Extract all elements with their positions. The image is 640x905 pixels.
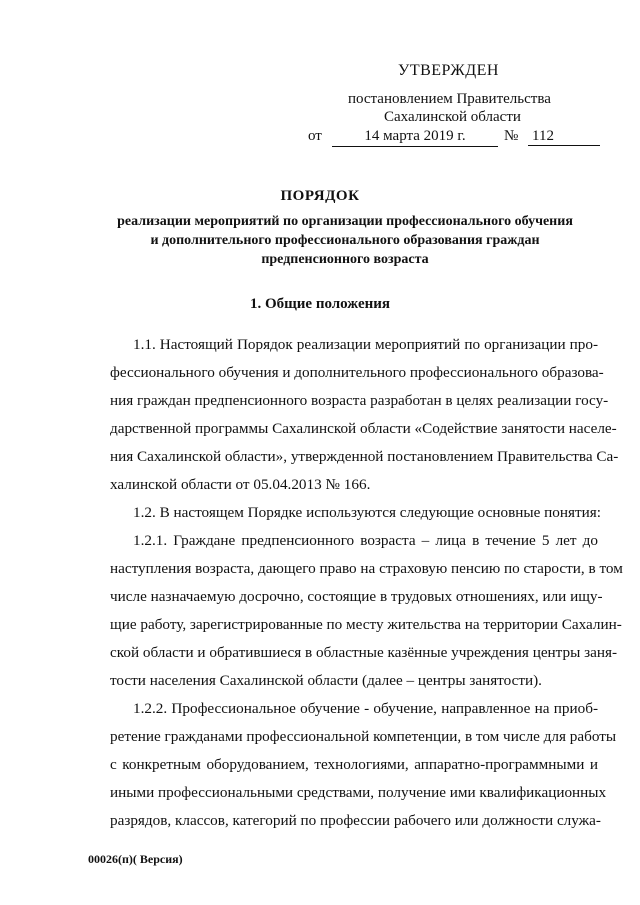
body-line: фессионального обучения и дополнительного профессионального образова- [110,364,604,381]
subtitle-line: предпенсионного возраста [261,252,429,267]
from-label: от [308,128,322,144]
body-line: халинской области от 05.04.2013 № 166. [110,476,371,493]
body-line: 1.2.1. Граждане предпенсионного возраста – лица в течение 5 лет до [133,532,598,549]
body-line: разрядов, классов, категорий по профессии рабочего или должности служа- [110,812,601,829]
order-date: 14 марта 2019 г. [332,128,498,147]
order-reference [308,128,600,148]
number-label: № [504,128,519,144]
body-line: дарственной программы Сахалинской области «Содействие занятости населе- [110,420,617,437]
body-line: тости населения Сахалинской области (далее – центры занятости). [110,672,542,689]
document-subtitle [95,212,595,269]
body-line: с конкретным оборудованием, технологиями, аппаратно-программными и [110,756,598,773]
subtitle-line: и дополнительного профессионального образования граждан [150,233,540,248]
approval-stamp-title: УТВЕРЖДЕН [398,62,499,79]
body-line: иными профессиональными средствами, получение ими квалификационных [110,784,607,801]
body-line: ния граждан предпенсионного возраста разработан в целях реализации госу- [110,392,609,409]
approval-by-line-1: постановлением Правительства [348,91,551,107]
section-heading: 1. Общие положения [249,296,391,312]
body-line: наступления возраста, дающего право на страховую пенсию по старости, в том [110,560,623,577]
body-line: 1.2.2. Профессиональное обучение - обучение, направленное на приоб- [133,700,598,717]
body-line: ния Сахалинской области», утвержденной постановлением Правительства Са- [110,448,619,465]
body-line: 1.1. Настоящий Порядок реализации мероприятий по организации про- [133,336,598,353]
approval-by-line-2: Сахалинской области [384,109,521,125]
body-line: числе назначаемую досрочно, состоящие в трудовых отношениях, или ищу- [110,588,603,605]
body-line: ретение гражданами профессиональной компетенции, в том числе для работы [110,728,617,745]
footer-code: 00026(п)( Версия) [88,852,183,866]
document-title: ПОРЯДОК [280,188,360,204]
subtitle-line: реализации мероприятий по организации профессионального обучения [117,214,573,229]
body-line: 1.2. В настоящем Порядке используются следующие основные понятия: [133,504,601,521]
body-line: ской области и обратившиеся в областные казённые учреждения центры заня- [110,644,618,661]
order-number: 112 [528,128,600,146]
body-line: щие работу, зарегистрированные по месту жительства на территории Сахалин- [110,616,622,633]
